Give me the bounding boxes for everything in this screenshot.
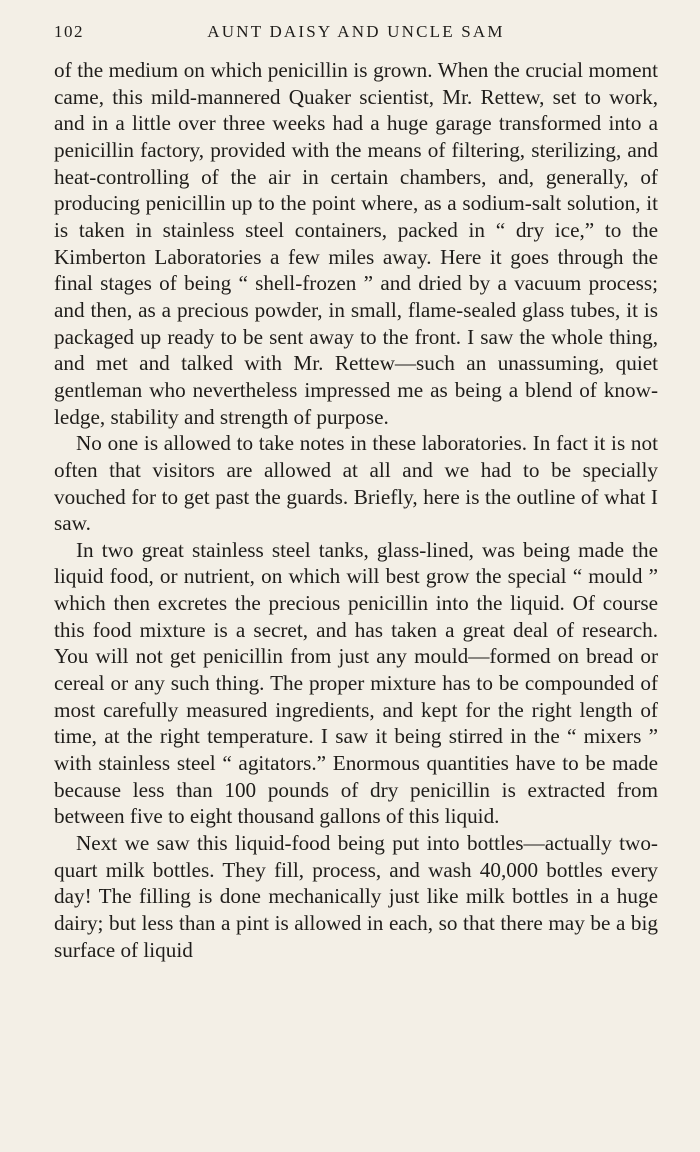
paragraph-1: of the medium on which penicillin is grown. When the crucial moment came, this mild-mannered Quaker scientist, Mr. Rettew, set to work, and in a little over three weeks had a huge garage transformed into a penicillin factory, provided with the means of filtering, sterilizing, and heat-controlling of the air in certain chambers, and, generally, of producing penicillin up to the point where, as a sodium-salt solution, it is taken in stainless steel containers, packed in “ dry ice,” to the Kimberton Laboratories a few miles away. Here it goes through the final stages of being “ shell-frozen ” and dried by a vacuum process; and then, as a precious powder, in small, flame-sealed glass tubes, it is packaged up ready to be sent away to the front. I saw the whole thing, and met and talked with Mr. Rettew—such an unassuming, quiet gentleman who nevertheless impressed me as being a blend of knowledge, stability and strength of purpose. (54, 58, 658, 429)
paragraph-3: In two great stainless steel tanks, glass-lined, was being made the liquid food, or nutrient, on which will best grow the special “ mould ” which then excretes the precious penicillin into the liquid. Of course this food mixture is a secret, and has taken a great deal of research. You will not get penicillin from just any mould—formed on bread or cereal or any such thing. The proper mixture has to be compounded of most carefully measured ingredients, and kept for the right length of time, at the right temperature. I saw it being stirred in the “ mixers ” with stainless steel “ agitators.” Enormous quantities have to be made because less than 100 pounds of dry penicillin is extracted from between five to eight thousand gallons of this liquid. (54, 537, 658, 829)
paragraph-4: Next we saw this liquid-food being put into bottles—actually two-quart milk bottles. They fill, process, and wash 40,000 bottles every day! The filling is done mechanically just like milk bottles in a huge dairy; but less than a pint is allowed in each, so that there may be a big surface of liquid (54, 831, 658, 962)
page-header (54, 22, 658, 46)
paragraph-2: No one is allowed to take notes in these laboratories. In fact it is not often that visitors are allowed at all and we had to be specially vouched for to get past the guards. Briefly, here is the outline of what I saw. (54, 431, 658, 536)
body-text (54, 57, 658, 963)
running-head: AUNT DAISY AND UNCLE SAM (207, 22, 505, 41)
page-number: 102 (54, 22, 84, 41)
